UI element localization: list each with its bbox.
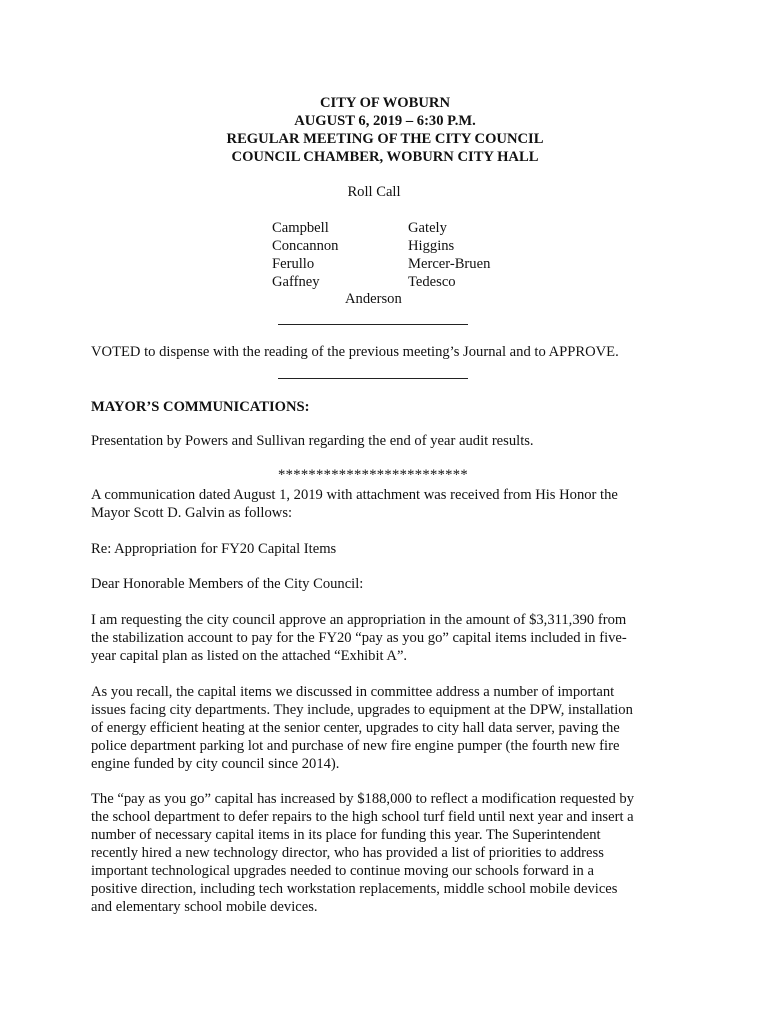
roll-call-left-column [272,219,422,291]
councillor-name: Mercer-Bruen [408,256,491,272]
horizontal-rule [278,324,468,325]
communication-intro: A communication dated August 1, 2019 with attachment was received from His Honor the Mayor Scott D. Galvin as follows: [91,487,618,521]
councillor-name: Gaffney [272,274,320,290]
councillor-name: Campbell [272,220,329,236]
council-president-name: Anderson [345,291,402,307]
meeting-date: AUGUST 6, 2019 – 6:30 P.M. [294,113,476,129]
councillor-name: Higgins [408,238,455,254]
councillor-name: Gately [408,220,447,236]
councillor-name: Concannon [272,238,339,254]
paragraph-3: The “pay as you go” capital has increased by $188,000 to reflect a modification requested by the school department to defer repairs to the high school turf field until next year and insert a number of necessary capital items in its place for funding this year. The Superintendent recently hired a new technology director, who has provided a list of priorities to address important technological upgrades needed to continue moving our schools forward in a positive direction, including tech workstation replacements, middle school mobile devices and elementary school mobile devices. [91,791,635,915]
voted-line: VOTED to dispense with the reading of the previous meeting’s Journal and to APPROVE. [91,344,619,360]
roll-call-right-column [408,219,558,291]
councillor-name: Ferullo [272,256,315,272]
meeting-location: COUNCIL CHAMBER, WOBURN CITY HALL [231,149,539,165]
document-heading [0,94,770,166]
presentation-line: Presentation by Powers and Sullivan regarding the end of year audit results. [91,433,534,449]
separator-stars: ************************* [278,467,468,483]
salutation: Dear Honorable Members of the City Council: [91,576,364,592]
section-heading: MAYOR’S COMMUNICATIONS: [91,399,310,415]
paragraph-2: As you recall, the capital items we discussed in committee address a number of important issues facing city departments. They include, upgrades to equipment at the DPW, installation of energy efficient heating at the senior center, upgrades to city hall data server, paving the police department parking lot and purchase of new fire engine pumper (the fourth new fire engine funded by city council since 2014). [91,684,633,772]
city-name: CITY OF WOBURN [319,95,450,111]
councillor-name: Tedesco [408,274,456,290]
paragraph-1: I am requesting the city council approve an appropriation in the amount of $3,311,390 from the stabilization account to pay for the FY20 “pay as you go” capital items included in five- year capital plan as listed on the attached “Exhibit A”. [91,612,627,664]
horizontal-rule [278,378,468,379]
roll-call-title: Roll Call [347,184,401,200]
meeting-title: REGULAR MEETING OF THE CITY COUNCIL [226,131,544,147]
re-line: Re: Appropriation for FY20 Capital Items [91,541,337,557]
